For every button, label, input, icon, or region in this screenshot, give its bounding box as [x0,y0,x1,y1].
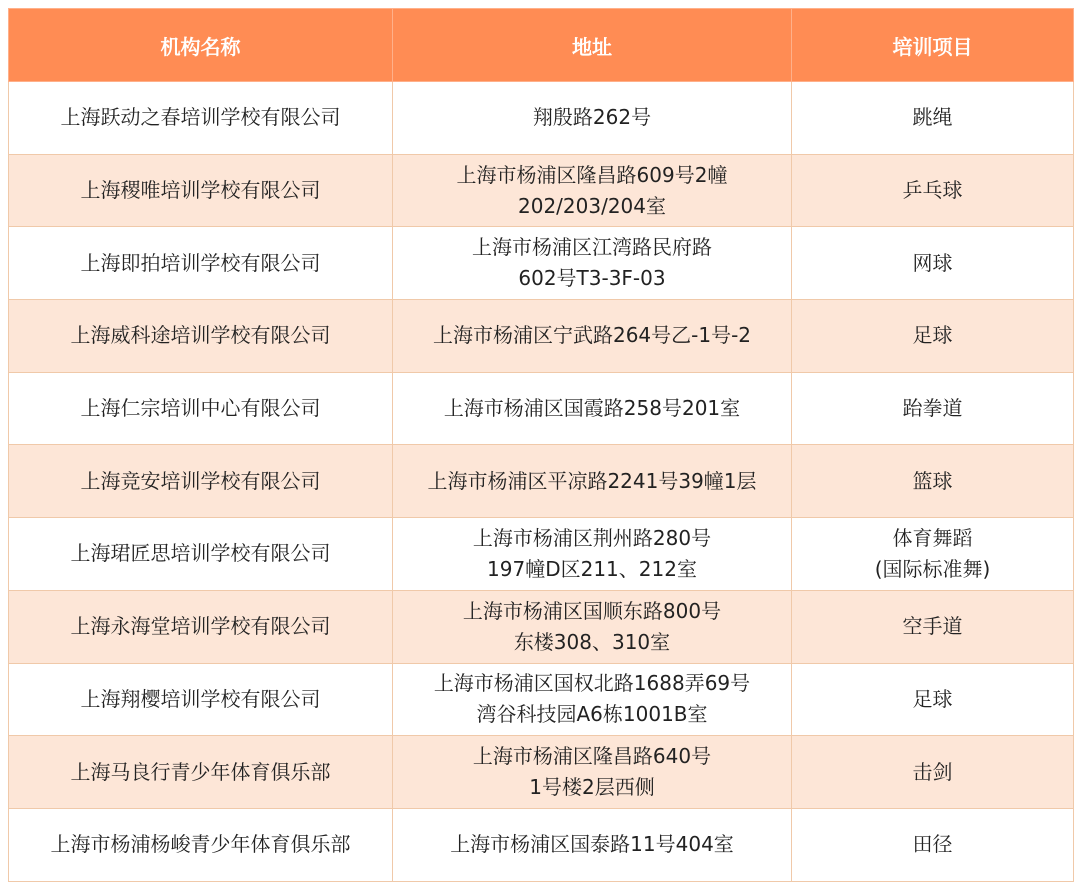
institution-name-cell: 上海即拍培训学校有限公司 [9,227,393,300]
address-line: 东楼308、310室 [513,629,671,654]
training-project-line: 击剑 [912,759,953,784]
training-project-line: 跆拳道 [902,396,963,421]
address-line: 上海市杨浦区隆昌路640号 [472,744,712,769]
address-cell [393,82,792,155]
institution-name-cell: 上海竞安培训学校有限公司 [9,445,393,518]
institution-name-cell: 上海仁宗培训中心有限公司 [9,372,393,445]
address-line: 1号楼2层西侧 [529,775,655,800]
training-project-line: 跳绳 [912,105,953,130]
training-project-cell [792,736,1074,809]
address-line: 上海市杨浦区荆州路280号 [472,525,712,550]
address-cell [393,300,792,373]
header-institution-name: 机构名称 [9,9,393,82]
training-project-cell [792,227,1074,300]
table-row [9,663,1074,736]
table-row [9,445,1074,518]
header-address: 地址 [393,9,792,82]
institution-name-cell: 上海翔樱培训学校有限公司 [9,663,393,736]
institution-name-cell: 上海稷唯培训学校有限公司 [9,154,393,227]
table-row [9,518,1074,591]
table-header [9,9,1074,82]
training-project-cell [792,663,1074,736]
address-cell [393,518,792,591]
institution-name-cell: 上海市杨浦杨峻青少年体育俱乐部 [9,808,393,881]
address-cell [393,445,792,518]
table-row [9,736,1074,809]
address-line: 上海市杨浦区国权北路1688弄69号 [433,671,751,696]
table-row [9,590,1074,663]
training-project-cell [792,372,1074,445]
training-institutions-table [8,8,1074,882]
table-row [9,808,1074,881]
address-line: 上海市杨浦区国霞路258号201室 [443,396,741,421]
training-project-line: 足球 [912,323,953,348]
institution-name-cell: 上海跃动之春培训学校有限公司 [9,82,393,155]
address-cell [393,590,792,663]
header-training-project: 培训项目 [792,9,1074,82]
address-cell [393,808,792,881]
training-project-line: (国际标准舞) [874,556,991,581]
address-cell [393,372,792,445]
training-project-line: 体育舞蹈 [892,525,973,550]
address-cell [393,736,792,809]
address-line: 197幢D区211、212室 [487,556,697,581]
table-row [9,82,1074,155]
training-project-cell [792,518,1074,591]
address-line: 上海市杨浦区平凉路2241号39幢1层 [427,468,757,493]
training-project-cell [792,82,1074,155]
training-project-cell [792,300,1074,373]
table-row [9,154,1074,227]
training-project-line: 田径 [912,832,953,857]
table-body [9,82,1074,882]
address-cell [393,154,792,227]
address-line: 上海市杨浦区宁武路264号乙-1号-2 [432,323,752,348]
address-line: 上海市杨浦区国顺东路800号 [462,598,722,623]
address-line: 翔殷路262号 [532,105,652,130]
address-line: 202/203/204室 [518,193,666,218]
address-line: 上海市杨浦区国泰路11号404室 [450,832,734,857]
training-project-cell [792,445,1074,518]
training-project-cell [792,808,1074,881]
address-cell [393,663,792,736]
address-line: 602号T3-3F-03 [518,266,666,291]
table-row [9,372,1074,445]
table-row [9,300,1074,373]
training-project-line: 网球 [912,250,953,275]
training-project-line: 足球 [912,686,953,711]
address-cell [393,227,792,300]
training-project-line: 篮球 [912,468,953,493]
training-institutions-table-container [8,8,1074,882]
training-project-cell [792,154,1074,227]
training-project-cell [792,590,1074,663]
institution-name-cell: 上海威科途培训学校有限公司 [9,300,393,373]
training-project-line: 空手道 [902,614,963,639]
header-row [9,9,1074,82]
address-line: 上海市杨浦区江湾路民府路 [472,235,712,260]
table-row [9,227,1074,300]
training-project-line: 乒乓球 [902,178,963,203]
institution-name-cell: 上海马良行青少年体育俱乐部 [9,736,393,809]
address-line: 上海市杨浦区隆昌路609号2幢 [456,162,728,187]
institution-name-cell: 上海永海堂培训学校有限公司 [9,590,393,663]
institution-name-cell: 上海珺匠思培训学校有限公司 [9,518,393,591]
address-line: 湾谷科技园A6栋1001B室 [476,702,708,727]
